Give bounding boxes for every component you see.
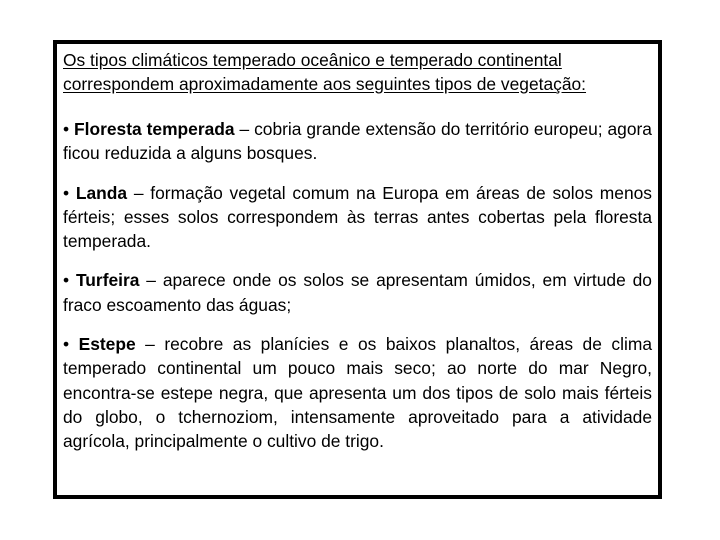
bullet: •	[63, 119, 70, 139]
item-term: Landa	[75, 182, 128, 203]
item-description: – aparece onde os solos se apresentam úmidos, em virtude do fraco escoamento das águas;	[63, 270, 652, 315]
item-term: Turfeira	[75, 270, 140, 291]
text-frame	[53, 40, 662, 499]
list-item-floresta-temperada	[63, 117, 652, 166]
list-item-estepe	[63, 332, 652, 453]
item-description: – recobre as planícies e os baixos planaltos, áreas de clima temperado continental um pouco mais seco; ao norte do mar Negro, encontra-se estepe negra, que apresenta um dos tipos de solo mais férteis do globo, o tchernoziom, intensamente aproveitado para a atividade agrícola, principalmente o cultivo de trigo.	[63, 334, 652, 452]
list-item-landa	[63, 181, 652, 254]
item-description: – formação vegetal comum na Europa em áreas de solos menos férteis; esses solos correspondem às terras antes cobertas pela floresta temperada.	[63, 182, 653, 252]
list-item-turfeira	[63, 268, 652, 317]
bullet: •	[63, 334, 70, 355]
bullet: •	[63, 182, 70, 203]
item-description: – cobria grande extensão do território europeu; agora ficou reduzida a alguns bosques.	[63, 119, 652, 164]
bullet: •	[63, 270, 70, 291]
item-term: Floresta temperada	[74, 119, 235, 139]
intro-text: Os tipos climáticos temperado oceânico e temperado continental correspondem aproximadamente aos seguintes tipos de vegetação:	[63, 50, 587, 94]
item-term: Estepe	[78, 334, 136, 355]
